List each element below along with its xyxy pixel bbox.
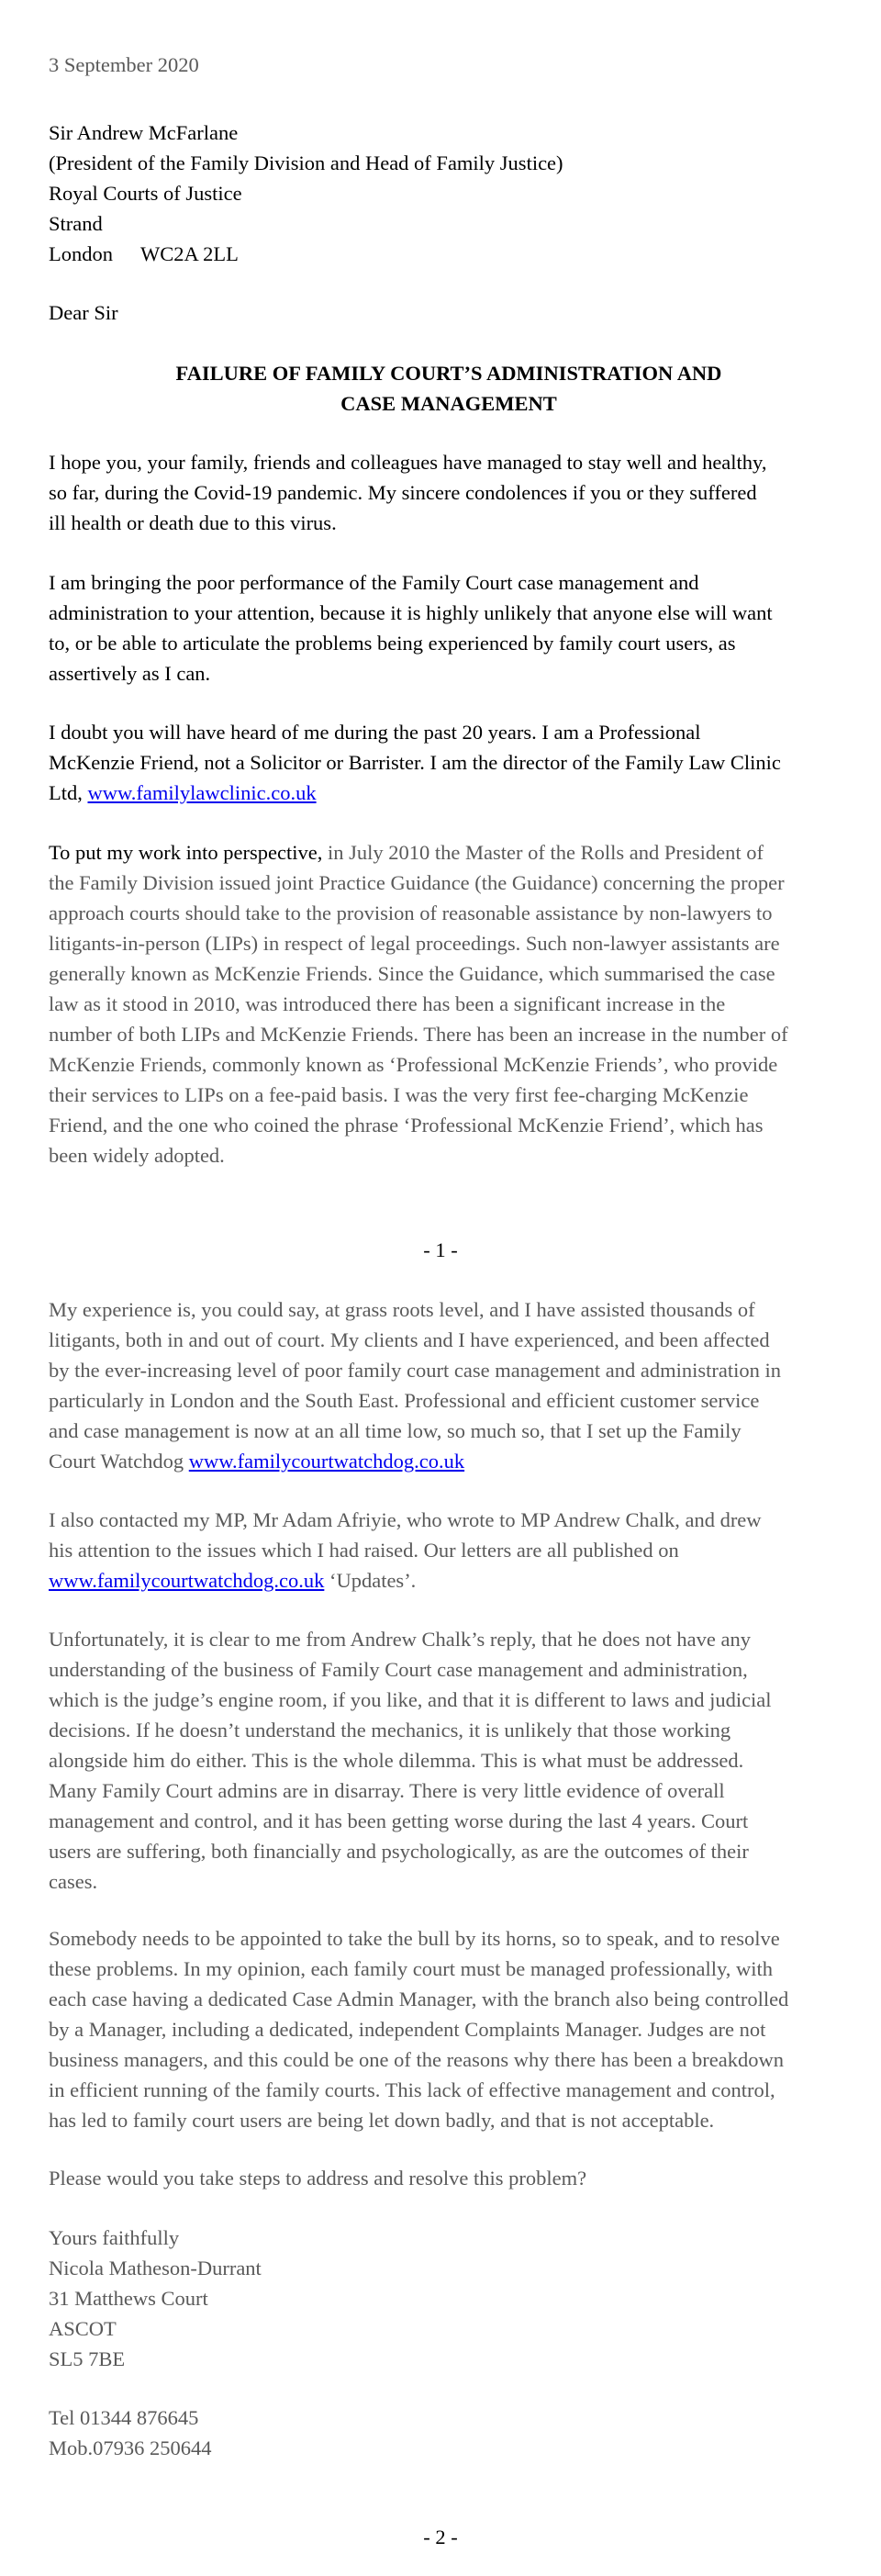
p6-line-last bbox=[49, 1565, 849, 1596]
p6-suffix: ‘Updates’. bbox=[324, 1569, 417, 1592]
p4-line: their services to LIPs on a fee-paid basis. I was the very first fee-charging McKenzie bbox=[49, 1083, 749, 1106]
p4-line: litigants-in-person (LIPs) in respect of legal proceedings. Such non-lawyer assistants are bbox=[49, 932, 780, 955]
contact-block bbox=[49, 2402, 849, 2463]
p4-lead: To put my work into perspective, bbox=[49, 841, 328, 864]
p3-line: McKenzie Friend, not a Solicitor or Barrister. I am the director of the Family Law Clinic bbox=[49, 751, 781, 774]
p4-line: Friend, and the one who coined the phrase ‘Professional McKenzie Friend’, which has bbox=[49, 1114, 764, 1137]
sender-mobile: Mob.07936 250644 bbox=[49, 2436, 212, 2459]
heading-line-1: FAILURE OF FAMILY COURT’S ADMINISTRATION AND bbox=[175, 362, 722, 385]
p4-line: generally known as McKenzie Friends. Since the Guidance, which summarised the case bbox=[49, 962, 775, 985]
p8-line: each case having a dedicated Case Admin Manager, with the branch also being controlled bbox=[49, 1988, 789, 2010]
sender-address-2: ASCOT bbox=[49, 2317, 117, 2340]
page-number-2: - 2 - bbox=[423, 2526, 458, 2548]
recipient-org: Royal Courts of Justice bbox=[49, 182, 242, 205]
family-court-watchdog-updates-link[interactable]: www.familycourtwatchdog.co.uk bbox=[49, 1569, 325, 1592]
heading-line-2: CASE MANAGEMENT bbox=[340, 392, 557, 415]
paragraph-request: Please would you take steps to address and resolve this problem? bbox=[49, 2167, 587, 2190]
p6-line: I also contacted my MP, Mr Adam Afriyie, who wrote to MP Andrew Chalk, and drew bbox=[49, 1508, 762, 1531]
p8-line: has led to family court users are being let down badly, and that is not acceptable. bbox=[49, 2109, 715, 2132]
recipient-city-line bbox=[49, 239, 849, 269]
p8-line: business managers, and this could be one of the reasons why there has been a breakdown bbox=[49, 2048, 785, 2071]
p7-line: alongside him do either. This is the whole dilemma. This is what must be addressed. bbox=[49, 1749, 744, 1772]
p4-line: approach courts should take to the provision of reasonable assistance by non-lawyers to bbox=[49, 902, 773, 924]
p5-line: particularly in London and the South East. Professional and efficient customer service bbox=[49, 1389, 760, 1412]
p1-line: I hope you, your family, friends and colleagues have managed to stay well and healthy, bbox=[49, 451, 767, 474]
p7-line: users are suffering, both financially and psychologically, as are the outcomes of their bbox=[49, 1840, 749, 1863]
p7-line: which is the judge’s engine room, if you like, and that it is different to laws and judicial bbox=[49, 1688, 772, 1711]
p7-line: decisions. If he doesn’t understand the mechanics, it is unlikely that those working bbox=[49, 1719, 731, 1742]
recipient-name: Sir Andrew McFarlane bbox=[49, 121, 239, 144]
p2-line: to, or be able to articulate the problems being experienced by family court users, as bbox=[49, 632, 736, 655]
p4-line: the Family Division issued joint Practice Guidance (the Guidance) concerning the proper bbox=[49, 871, 785, 894]
p5-line: My experience is, you could say, at grass roots level, and I have assisted thousands of bbox=[49, 1298, 755, 1321]
p8-line: by a Manager, including a dedicated, independent Complaints Manager. Judges are not bbox=[49, 2018, 766, 2041]
p1-line: ill health or death due to this virus. bbox=[49, 511, 337, 534]
paragraph-experience bbox=[49, 1294, 849, 1476]
p3-prefix: Ltd, bbox=[49, 781, 88, 804]
p8-line: in efficient running of the family courts. This lack of effective management and control, bbox=[49, 2078, 775, 2101]
p6-line: his attention to the issues which I had raised. Our letters are all published on bbox=[49, 1539, 679, 1562]
recipient-city: London bbox=[49, 242, 113, 265]
p3-line: I doubt you will have heard of me during the past 20 years. I am a Professional bbox=[49, 721, 701, 744]
p3-line-last bbox=[49, 778, 849, 808]
p4-line: McKenzie Friends, commonly known as ‘Professional McKenzie Friends’, who provide bbox=[49, 1053, 778, 1076]
letter-date: 3 September 2020 bbox=[49, 53, 199, 76]
family-law-clinic-link[interactable]: www.familylawclinic.co.uk bbox=[87, 781, 317, 804]
p5-line: and case management is now at an all time low, so much so, that I set up the Family bbox=[49, 1419, 742, 1442]
page-number-1: - 1 - bbox=[423, 1238, 458, 1261]
signoff-block bbox=[49, 2223, 849, 2374]
p7-line: cases. bbox=[49, 1870, 98, 1893]
paragraph-greeting bbox=[49, 447, 849, 538]
recipient-postcode: WC2A 2LL bbox=[140, 242, 239, 265]
closing: Yours faithfully bbox=[49, 2226, 180, 2249]
p2-line: administration to your attention, because it is highly unlikely that anyone else will want bbox=[49, 601, 773, 624]
recipient-title: (President of the Family Division and Head of Family Justice) bbox=[49, 151, 563, 174]
p5-line-last bbox=[49, 1446, 849, 1476]
paragraph-dilemma bbox=[49, 1624, 849, 1897]
sender-address-1: 31 Matthews Court bbox=[49, 2287, 208, 2310]
p2-line: I am bringing the poor performance of the Family Court case management and bbox=[49, 571, 699, 594]
recipient-street: Strand bbox=[49, 212, 103, 235]
sender-name: Nicola Matheson-Durrant bbox=[49, 2257, 262, 2279]
p4-lead-rest: in July 2010 the Master of the Rolls and President of bbox=[328, 841, 764, 864]
p7-line: Unfortunately, it is clear to me from Andrew Chalk’s reply, that he does not have any bbox=[49, 1628, 751, 1651]
p4-line: number of both LIPs and McKenzie Friends. There has been an increase in the number of bbox=[49, 1023, 788, 1046]
sender-postcode: SL5 7BE bbox=[49, 2347, 126, 2370]
p7-line: management and control, and it has been getting worse during the last 4 years. Court bbox=[49, 1809, 749, 1832]
paragraph-proposal bbox=[49, 1923, 849, 2135]
paragraph-introduction bbox=[49, 717, 849, 808]
paragraph-purpose bbox=[49, 567, 849, 689]
p7-line: Many Family Court admins are in disarray. There is very little evidence of overall bbox=[49, 1779, 725, 1802]
p7-line: understanding of the business of Family Court case management and administration, bbox=[49, 1658, 748, 1681]
p4-line bbox=[49, 837, 849, 868]
p5-line: litigants, both in and out of court. My clients and I have experienced, and been affected bbox=[49, 1328, 770, 1351]
family-court-watchdog-link[interactable]: www.familycourtwatchdog.co.uk bbox=[188, 1450, 465, 1473]
p4-line: law as it stood in 2010, was introduced there has been a significant increase in the bbox=[49, 992, 726, 1015]
paragraph-mp-contact bbox=[49, 1505, 849, 1596]
p2-line: assertively as I can. bbox=[49, 662, 211, 685]
p5-line: by the ever-increasing level of poor family court case management and administration in bbox=[49, 1359, 782, 1382]
recipient-address bbox=[49, 118, 849, 269]
p1-line: so far, during the Covid-19 pandemic. My sincere condolences if you or they suffered bbox=[49, 481, 757, 504]
p5-prefix: Court Watchdog bbox=[49, 1450, 189, 1473]
sender-telephone: Tel 01344 876645 bbox=[49, 2406, 199, 2429]
p4-line: been widely adopted. bbox=[49, 1144, 225, 1167]
paragraph-background bbox=[49, 837, 849, 1170]
p8-line: these problems. In my opinion, each family court must be managed professionally, with bbox=[49, 1957, 773, 1980]
salutation: Dear Sir bbox=[49, 301, 118, 324]
p8-line: Somebody needs to be appointed to take the bull by its horns, so to speak, and to resolve bbox=[49, 1927, 780, 1950]
letter-heading bbox=[49, 358, 849, 419]
